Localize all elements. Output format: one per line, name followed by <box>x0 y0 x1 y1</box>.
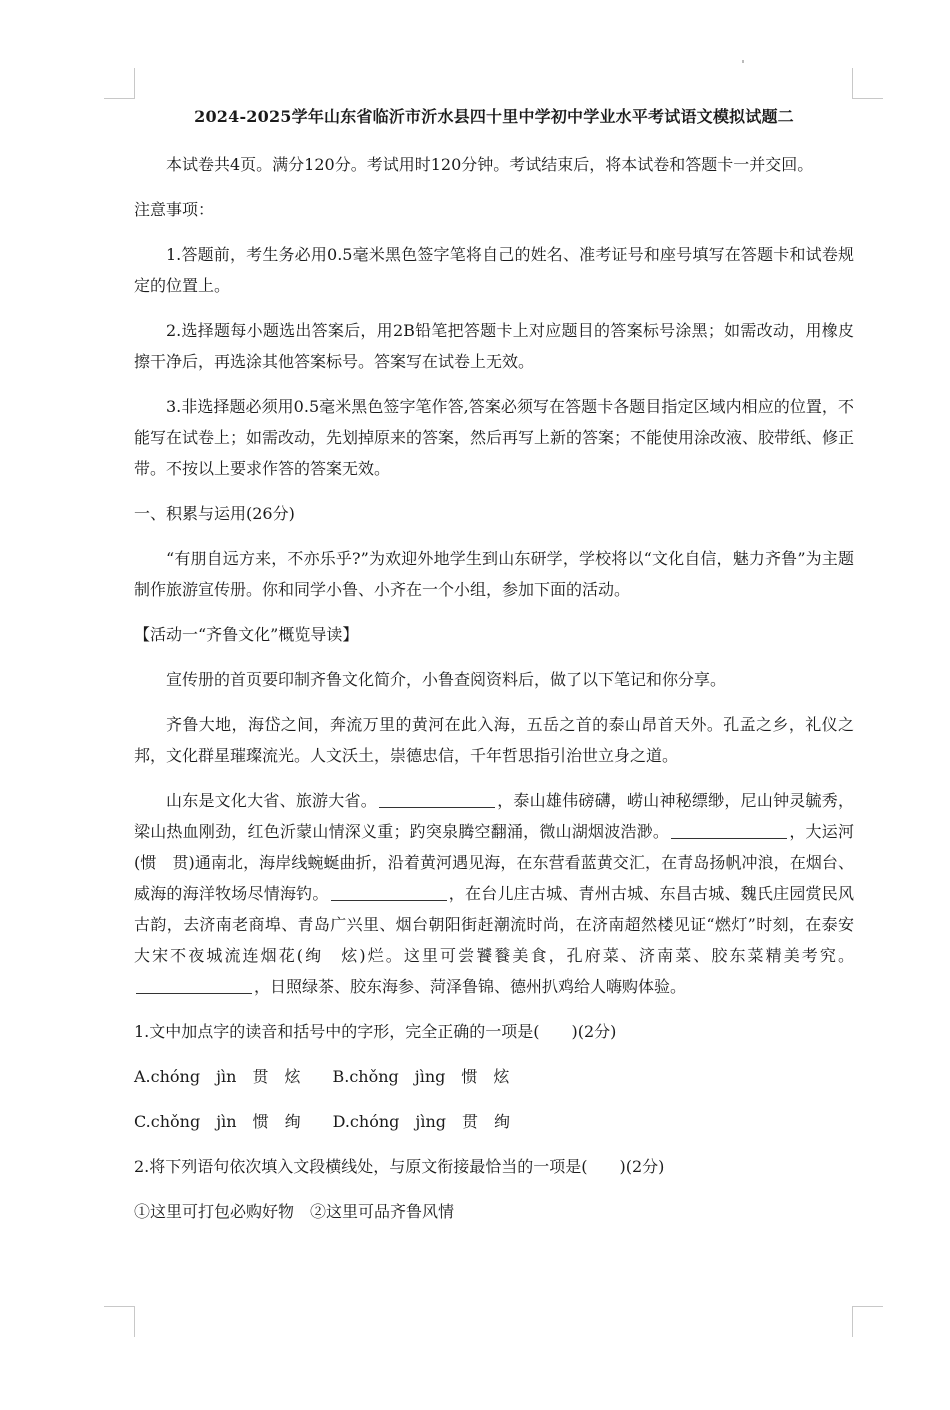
question-2-items: ①这里可打包必购好物 ②这里可品齐鲁风情 <box>134 1202 455 1221</box>
passage-text: ，在台儿庄古城、青州古城、东昌古城、魏氏庄园赏民风古韵，去济南老商埠、青岛广兴里、烟台朝阳街赶潮流时尚，在济南超然楼见证“燃灯”时刻，在泰安大宋不夜城流连烟花(绚 炫)烂。这里可尝饕餮美食，孔府菜、济南菜、胶东菜精美考究。 <box>134 884 854 965</box>
passage-paragraph-1: 齐鲁大地，海岱之间，奔流万里的黄河在此入海，五岳之首的泰山昂首天外。孔孟之乡，礼仪之邦，文化群星璀璨流光。人文沃土，崇德忠信，千年哲思指引治世立身之道。 <box>134 715 854 765</box>
fill-blank-1 <box>379 789 495 808</box>
notice-item: 3.非选择题必须用0.5毫米黑色签字笔作答,答案必须写在答题卡各题目指定区域内相应的位置，不能写在试卷上；如需改动，先划掉原来的答案，然后再写上新的答案；不能使用涂改液、胶带纸、修正带。不按以上要求作答的答案无效。 <box>134 397 855 478</box>
exam-title: 2024-2025学年山东省临沂市沂水县四十里中学初中学业水平考试语文模拟试题二 <box>194 107 794 126</box>
crop-mark-bottom-left <box>104 1306 135 1337</box>
notice-item: 1.答题前，考生务必用0.5毫米黑色签字笔将自己的姓名、准考证号和座号填写在答题卡和试卷规定的位置上。 <box>134 245 854 295</box>
notice-heading: 注意事项： <box>134 200 215 219</box>
fill-blank-3 <box>331 882 447 901</box>
lead-paragraph: “有朋自远方来，不亦乐乎?”为欢迎外地学生到山东研学，学校将以“文化自信，魅力齐鲁”为主题制作旅游宣传册。你和同学小鲁、小齐在一个小组，参加下面的活动。 <box>134 549 854 599</box>
crop-mark-top-left <box>104 68 135 99</box>
activity-heading: 【活动一“齐鲁文化”概览导读】 <box>134 625 359 644</box>
question-1-option-row: A.chóng jìn 贯 炫 B.chǒng jìng 惯 炫 <box>134 1067 510 1086</box>
intro-text: 本试卷共4页。满分120分。考试用时120分钟。考试结束后，将本试卷和答题卡一并交回。 <box>166 155 814 174</box>
activity-intro: 宣传册的首页要印制齐鲁文化简介，小鲁查阅资料后，做了以下笔记和你分享。 <box>166 670 727 689</box>
crop-mark-bottom-right <box>852 1306 883 1337</box>
fill-blank-2 <box>671 820 787 839</box>
passage-text: ，日照绿茶、胶东海参、菏泽鲁锦、德州扒鸡给人嗨购体验。 <box>254 977 687 996</box>
notice-item: 2.选择题每小题选出答案后，用2B铅笔把答题卡上对应题目的答案标号涂黑；如需改动，用橡皮擦干净后，再选涂其他答案标号。答案写在试卷上无效。 <box>134 321 854 371</box>
passage-text: 山东是文化大省、旅游大省。 <box>166 791 377 810</box>
passage-text: ，泰山雄伟磅礴，崂山神秘缥缈，尼山钟灵毓秀，梁山热血刚劲，红色沂蒙山情深义重；趵突泉腾空翻涌，微山湖烟波浩渺。 <box>134 791 854 841</box>
passage-text: ，大运河(惯 贯)通南北，海岸线蜿蜒曲折，沿着黄河遇见海，在东营看蓝黄交汇，在青岛扬帆冲浪，在烟台、威海的海洋牧场尽情海钓。 <box>134 822 854 903</box>
crop-mark-top-right <box>852 68 883 99</box>
scan-dot <box>742 60 744 63</box>
document-body <box>134 98 854 1241</box>
section-heading: 一、积累与运用(26分) <box>134 504 295 523</box>
question-1: 1.文中加点字的读音和括号中的字形，完全正确的一项是( )(2分) <box>134 1022 617 1041</box>
question-2: 2.将下列语句依次填入文段横线处，与原文衔接最恰当的一项是( )(2分) <box>134 1157 665 1176</box>
passage-paragraph-2 <box>134 785 854 1002</box>
fill-blank-4 <box>136 975 252 994</box>
question-1-option-row: C.chǒng jìn 惯 绚 D.chóng jìng 贯 绚 <box>134 1112 511 1131</box>
